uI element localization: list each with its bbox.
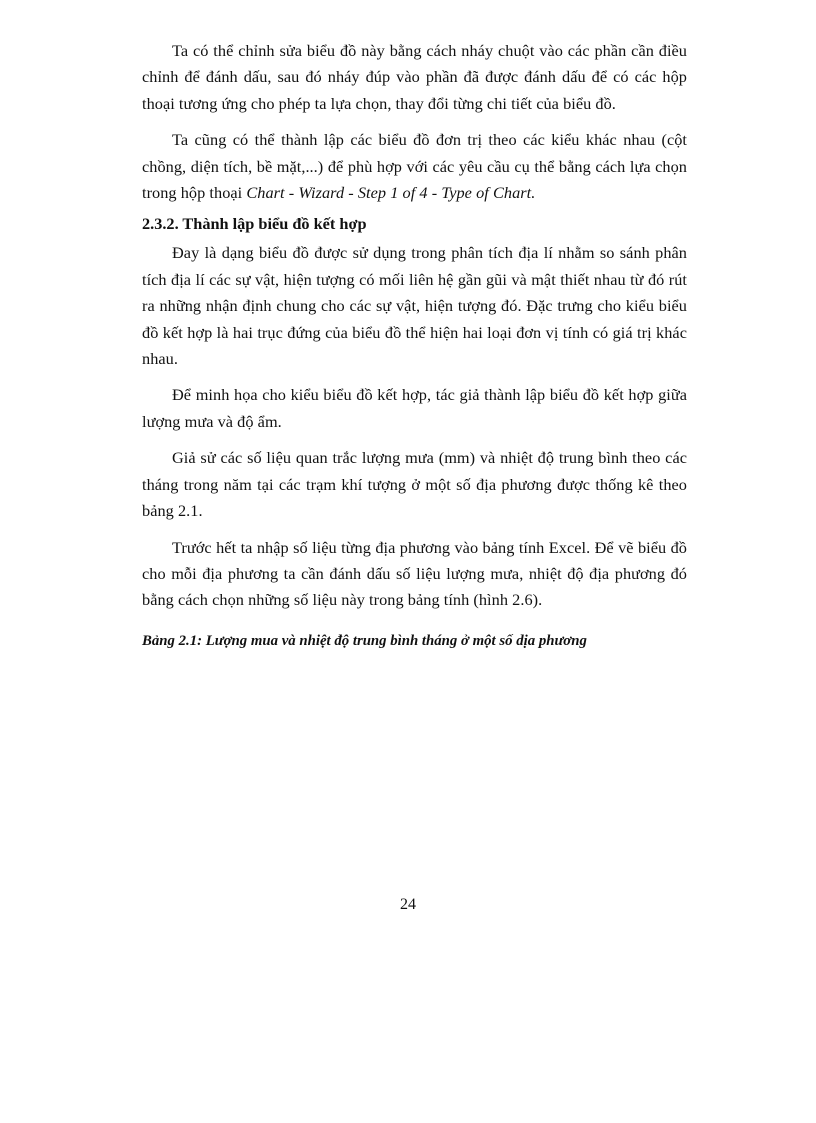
body-paragraph: Ta có thể chỉnh sửa biểu đồ này bằng cách nháy chuột vào các phần cần điều chỉnh để đánh dấu, sau đó nháy đúp vào phần đã được đánh dấu để có các hộp thoại tương ứng cho phép ta lựa chọn, thay đổi từng chi tiết của biểu đồ. [142,41,687,113]
body-paragraph: Trước hết ta nhập số liệu từng địa phương vào bảng tính Excel. Để vẽ biểu đồ cho mỗi địa phương ta cần đánh dấu số liệu lượng mưa, nhiệt độ địa phương đó bằng cách chọn những số liệu này trong bảng tính (hình 2.6). [142,537,687,610]
body-paragraph: Để minh họa cho kiểu biểu đồ kết hợp, tác giả thành lập biểu đồ kết hợp giữa lượng mưa và độ ẩm. [142,385,687,431]
page-number: 24 [400,896,416,913]
document-page [142,38,687,651]
section-heading: 2.3.2. Thành lập biểu đồ kết hợp [142,214,367,234]
body-paragraph [142,127,687,206]
paragraph-text: Ta cũng có thể thành lập các biểu đồ đơn trị theo các kiểu khác nhau (cột chồng, diện tích, bề mặt,...) để phù hợp với các yêu cầu cụ thể bằng cách lựa chọn trong hộp thoại [142,130,687,203]
body-paragraph: Giả sử các số liệu quan trắc lượng mưa (mm) và nhiệt độ trung bình theo các tháng trong năm tại các trạm khí tượng ở một số địa phương được thống kê theo bảng 2.1. [142,448,687,521]
dialog-path-text: Chart - Wizard - Step 1 of 4 - Type of Chart. [246,183,536,203]
body-paragraph: Đay là dạng biểu đồ được sử dụng trong phân tích địa lí nhằm so sánh phân tích địa lí các sự vật, hiện tượng có mối liên hệ gần gũi và mật thiết nhau từ đó rút ra những nhận định chung cho các sự vật, hiện tượng đó. Đặc trưng cho kiểu biểu đồ kết hợp là hai trục đứng của biểu đồ thể hiện hai loại đơn vị tính có giá trị khác nhau. [142,243,687,369]
table-caption: Bảng 2.1: Lượng mua và nhiệt độ trung bình tháng ở một số dịa phương [142,632,587,649]
